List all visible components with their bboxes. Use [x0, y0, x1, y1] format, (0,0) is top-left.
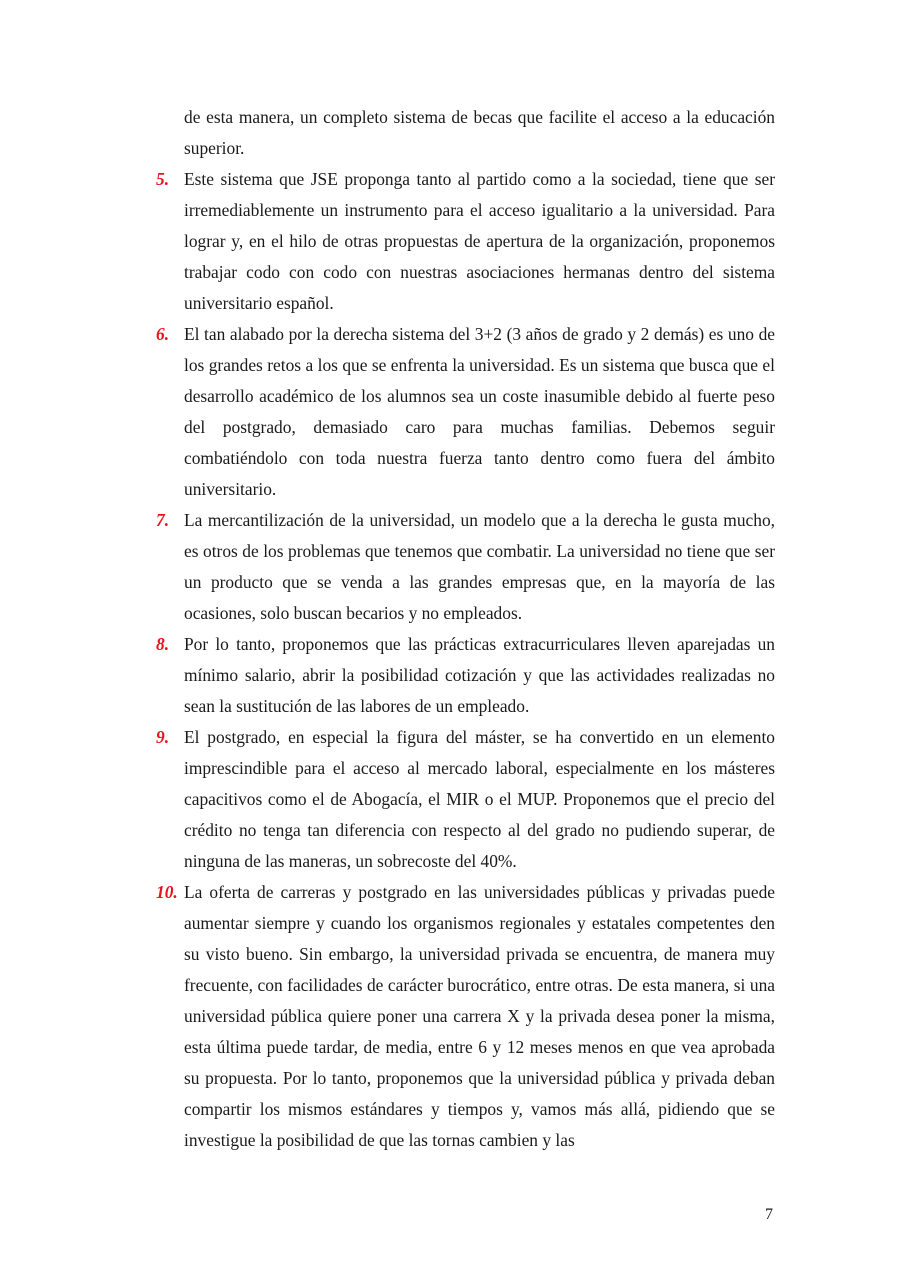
list-item-7: [156, 505, 775, 629]
list-item-5: [156, 164, 775, 319]
item-text: La oferta de carreras y postgrado en las universidades públicas y privadas puede aumentar siempre y cuando los organismos regionales y estatales competentes den su visto bueno. Sin embargo, la universidad privada se encuentra, de manera muy frecuente, con facilidades de carácter burocrático, entre otras. De esta manera, si una universidad pública quiere poner una carrera X y la privada desea poner la misma, esta última puede tardar, de media, entre 6 y 12 meses menos en que vea aprobada su propuesta. Por lo tanto, proponemos que la universidad pública y privada deban compartir los mismos estándares y tiempos y, vamos más allá, pidiendo que se investigue la posibilidad de que las tornas cambien y las: [184, 882, 775, 1150]
page-number: 7: [765, 1206, 773, 1223]
list-item-8: [156, 629, 775, 722]
item-number: 9.: [156, 727, 170, 747]
list-item-9: [156, 722, 775, 877]
item-number: 10.: [156, 882, 178, 902]
item-text: La mercantilización de la universidad, un modelo que a la derecha le gusta mucho, es otros de los problemas que tenemos que combatir. La universidad no tiene que ser un producto que se venda a las grandes empresas que, en la mayoría de las ocasiones, solo buscan becarios y no empleados.: [184, 510, 775, 623]
item-number: 5.: [156, 169, 170, 189]
item-text: Este sistema que JSE proponga tanto al partido como a la sociedad, tiene que ser irremediablemente un instrumento para el acceso igualitario a la universidad. Para lograr y, en el hilo de otras propuestas de apertura de la organización, proponemos trabajar codo con codo con nuestras asociaciones hermanas dentro del sistema universitario español.: [184, 169, 775, 313]
list-item-6: [156, 319, 775, 505]
item-text: El tan alabado por la derecha sistema del 3+2 (3 años de grado y 2 demás) es uno de los grandes retos a los que se enfrenta la universidad. Es un sistema que busca que el desarrollo académico de los alumnos sea un coste inasumible debido al fuerte peso del postgrado, demasiado caro para muchas familias. Debemos seguir combatiéndolo con toda nuestra fuerza tanto dentro como fuera del ámbito universitario.: [184, 324, 775, 499]
continuation-paragraph: de esta manera, un completo sistema de becas que facilite el acceso a la educación superior.: [184, 107, 775, 158]
list-item-10: [156, 877, 775, 1156]
body-text: [156, 102, 775, 1156]
item-number: 6.: [156, 324, 170, 344]
item-number: 7.: [156, 510, 170, 530]
item-text: El postgrado, en especial la figura del máster, se ha convertido en un elemento imprescindible para el acceso al mercado laboral, especialmente en los másteres capacitivos como el de Abogacía, el MIR o el MUP. Proponemos que el precio del crédito no tenga tan diferencia con respecto al del grado no pudiendo superar, de ninguna de las maneras, un sobrecoste del 40%.: [184, 727, 775, 871]
item-number: 8.: [156, 634, 170, 654]
item-text: Por lo tanto, proponemos que las prácticas extracurriculares lleven aparejadas un mínimo salario, abrir la posibilidad cotización y que las actividades realizadas no sean la sustitución de las labores de un empleado.: [184, 634, 775, 716]
